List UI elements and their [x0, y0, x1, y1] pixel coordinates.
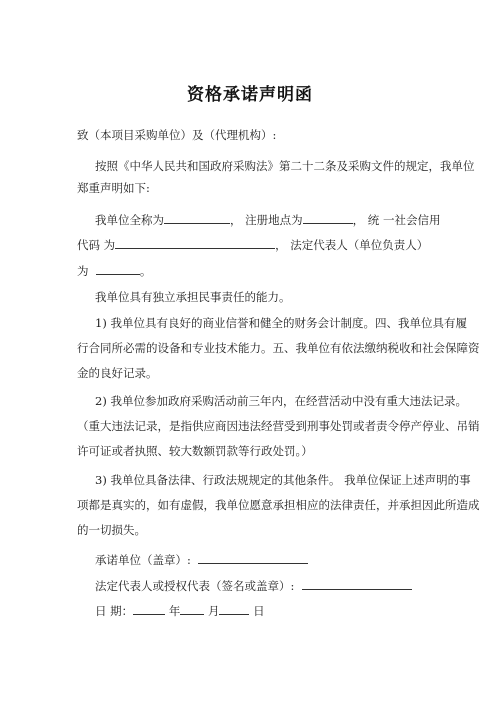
legal-rep-label: ， 法定代表人（单位负责人） [275, 238, 429, 252]
registered-address-label: ， 注册地点为 [230, 213, 303, 227]
item-1-line-1: 1) 我单位具有良好的商业信誉和健全的财务会计制度。四、我单位具有履 [95, 316, 467, 330]
date-label: 日 期： [95, 604, 134, 618]
intro-line-2: 郑重声明如下: [77, 181, 150, 195]
signature-date-row [95, 603, 265, 618]
item-1-line-3: 金的良好记录。 [77, 366, 158, 380]
unit-info-line-3 [77, 263, 151, 278]
item-3-line-2: 项都是真实的，如有虚假，我单位愿意承担相应的法律责任，并承担因此所造成 [77, 498, 480, 512]
legal-rep-blank [96, 263, 140, 275]
item-1-line-2: 行合同所必需的设备和专业技术能力。五、我单位有依法缴纳税收和社会保障资 [77, 341, 480, 355]
unit-name-label: 我单位全称为 [95, 213, 164, 227]
salutation: 致（本项目采购单位）及（代理机构）: [77, 128, 277, 142]
document-title: 资格承诺声明函 [187, 85, 313, 105]
signature-unit-blank [198, 552, 308, 564]
signature-rep-blank [302, 578, 412, 590]
item-3-line-1: 3) 我单位具备法律、行政法规规定的其他条件。 我单位保证上述声明的事 [95, 473, 471, 487]
intro-line-1: 按照《中华人民共和国政府采购法》第二十二条及采购文件的规定，我单位 [95, 159, 475, 173]
item-2-line-3: 许可证或者执照、较大数额罚款等行政处罚。） [77, 444, 313, 458]
month-label: 月 [207, 604, 220, 618]
credit-code-label-start: ， 统 一社会信用 [352, 213, 441, 227]
credit-code-blank [115, 237, 275, 249]
unit-info-line-1 [95, 212, 440, 227]
year-label: 年 [168, 604, 181, 618]
legal-rep-end: 。 [139, 264, 152, 278]
unit-name-blank [164, 212, 230, 224]
year-blank [133, 603, 165, 615]
registered-address-blank [303, 212, 353, 224]
civil-capacity: 我单位具有独立承担民事责任的能力。 [95, 290, 291, 304]
item-2-line-2: （重大违法记录，是指供应商因违法经营受到刑事处罚或者责令停产停业、吊销 [77, 419, 480, 433]
unit-info-line-2 [77, 237, 428, 252]
month-blank [180, 603, 204, 615]
day-blank [219, 603, 249, 615]
day-label: 日 [253, 604, 265, 618]
item-2-line-1: 2) 我单位参加政府采购活动前三年内，在经营活动中没有重大违法记录。 [95, 394, 467, 408]
signature-rep-label: 法定代表人或授权代表（签名或盖章）: [95, 579, 295, 593]
item-3-line-3: 的一切损失。 [77, 523, 146, 537]
legal-rep-label-end: 为 [77, 264, 89, 278]
signature-unit-row [95, 552, 308, 567]
signature-unit-label: 承诺单位（盖章）: [95, 553, 191, 567]
credit-code-label-end: 代码 为 [77, 238, 116, 252]
signature-rep-row [95, 578, 412, 593]
